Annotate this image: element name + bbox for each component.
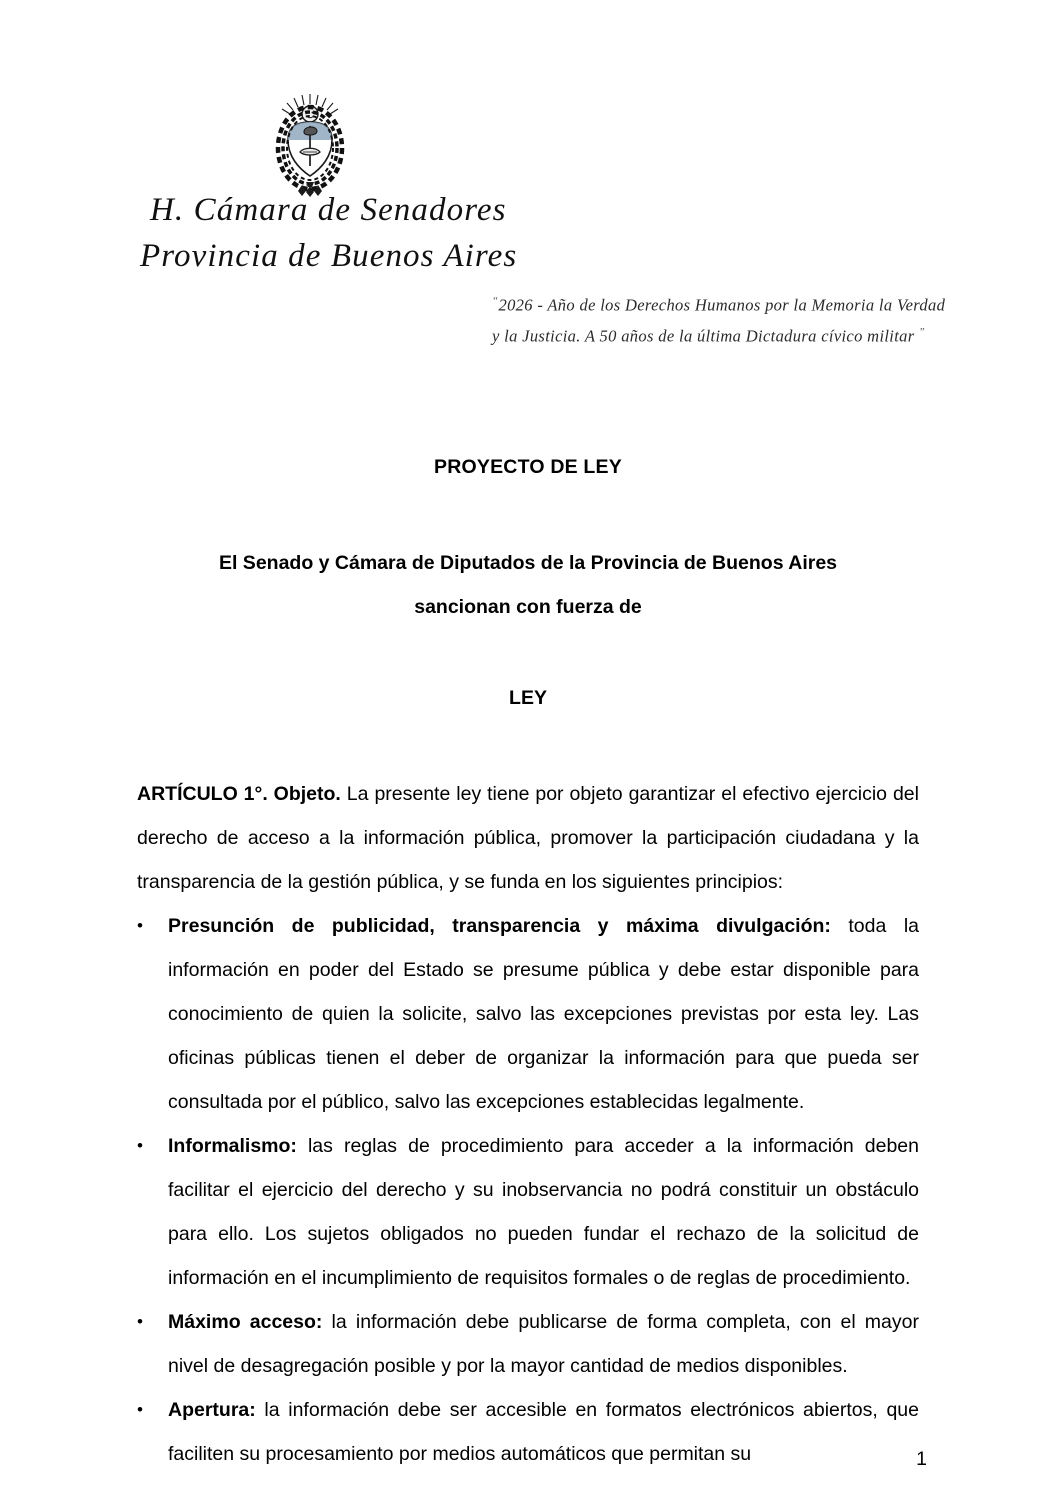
article-1-lead: ARTÍCULO 1°. Objeto.	[137, 783, 341, 805]
argentina-coat-of-arms-icon	[262, 92, 358, 200]
list-item	[137, 1388, 919, 1476]
law-heading: LEY	[509, 687, 547, 709]
slogan-line-2: Verdad y la Justicia. A 50 años de la última Dictadura cívico militar	[492, 295, 946, 345]
page-number: 1	[916, 1448, 927, 1470]
letterhead	[0, 0, 1058, 380]
principle-text: las reglas de procedimiento para acceder a la información deben facilitar el ejercicio del derecho y su inobservancia no podrá constituir un obstáculo para ello. Los sujetos obligados no pueden fundar el rechazo de la solicitud de información en el incumplimiento de requisitos formales o de reglas de procedimiento.	[168, 1135, 919, 1289]
list-item	[137, 1300, 919, 1388]
article-1-paragraph	[137, 710, 919, 904]
principle-text: la información debe ser accesible en formatos electrónicos abiertos, que faciliten su procesamiento por medios automáticos que permitan su	[168, 1399, 919, 1465]
principle-term: Apertura:	[168, 1399, 256, 1421]
list-item	[137, 904, 919, 1124]
sanction-line-2: sancionan con fuerza de	[414, 596, 642, 618]
page-title: PROYECTO DE LEY	[434, 456, 622, 478]
chamber-province-line-2: Provincia de Buenos Aires	[140, 238, 518, 274]
principle-text: la información debe publicarse de forma completa, con el mayor nivel de desagregación posible y por la mayor cantidad de medios disponibles.	[168, 1311, 919, 1377]
slogan-quote-close: ”	[918, 325, 926, 338]
principles-list	[137, 904, 919, 1476]
slogan-quote-open: “	[492, 295, 499, 307]
principle-term: Máximo acceso:	[168, 1311, 323, 1333]
principle-term: Informalismo:	[168, 1135, 297, 1157]
sanction-line-1: El Senado y Cámara de Diputados de la Provincia de Buenos Aires	[218, 552, 838, 574]
chamber-name-line-1: H. Cámara de Senadores	[150, 192, 507, 228]
principle-term: Presunción de publicidad, transparencia y máxima divulgación:	[168, 915, 831, 937]
principle-text: toda la información en poder del Estado se presume pública y debe estar disponible para conocimiento de quien la solicite, salvo las excepciones previstas por esta ley. Las oficinas públicas tienen el deber de organizar la información para que pueda ser consultada por el público, salvo las excepciones establecidas legalmente.	[168, 915, 919, 1113]
article-1-body: La presente ley tiene por objeto garantizar el efectivo ejercicio del derecho de acceso a la información pública, promover la participación ciudadana y la transparencia de la gestión pública, y se funda en los siguientes principios:	[137, 783, 919, 893]
sanction-formula	[137, 479, 919, 629]
list-item	[137, 1124, 919, 1300]
year-slogan	[492, 288, 952, 349]
slogan-line-1: 2026 - Año de los Derechos Humanos por la Memoria la	[498, 295, 893, 315]
document-body	[137, 430, 919, 1476]
